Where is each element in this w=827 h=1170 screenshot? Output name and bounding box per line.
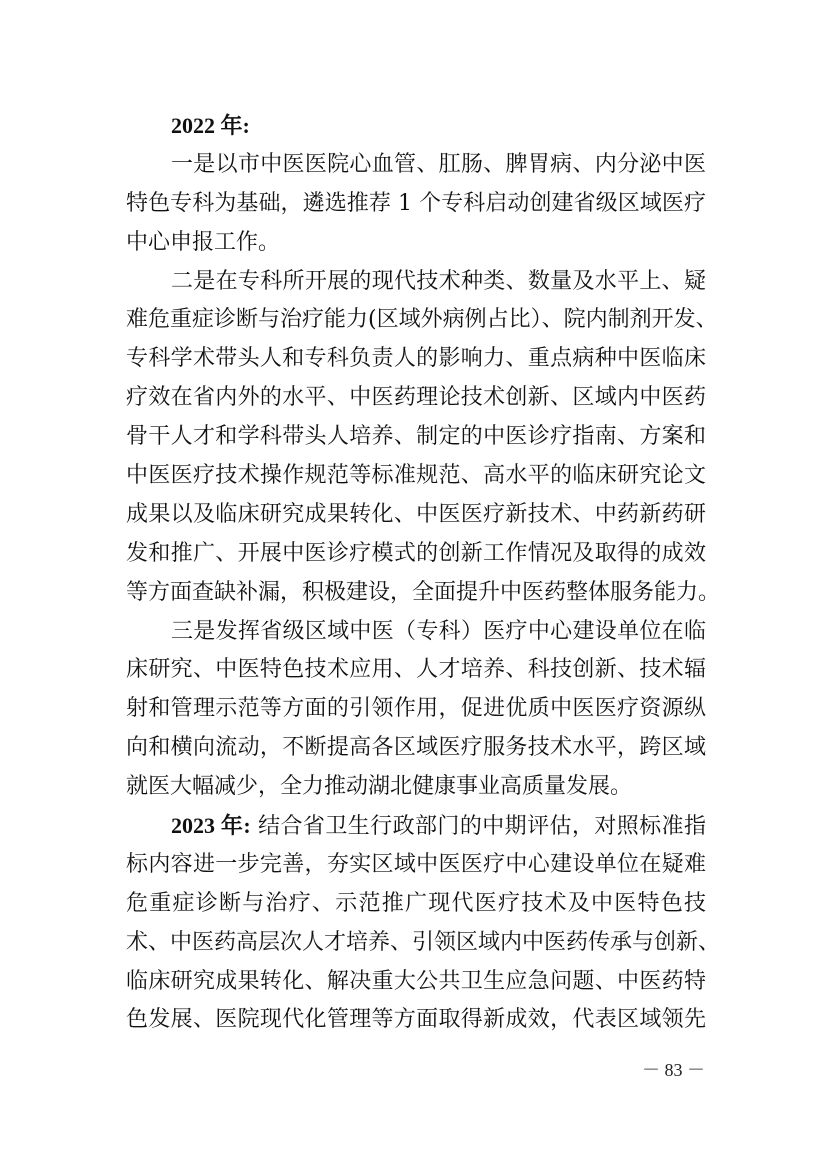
text-line: 三是发挥省级区域中医（专科）医疗中心建设单位在临	[171, 618, 706, 644]
text-line: 二是在专科所开展的现代技术种类、数量及水平上、疑	[171, 268, 706, 294]
text-line: 标内容进一步完善，夯实区域中医医疗中心建设单位在疑难	[126, 851, 706, 877]
text-line: 危重症诊断与治疗、示范推广现代医疗技术及中医特色技	[126, 890, 706, 916]
text-line: 专科学术带头人和专科负责人的影响力、重点病种中医临床	[126, 346, 706, 372]
paragraph-3	[126, 613, 706, 807]
paragraph-1	[126, 146, 706, 263]
text-line: 射和管理示范等方面的引领作用，促进优质中医医疗资源纵	[126, 696, 706, 722]
text-line: 中心申报工作。	[126, 229, 281, 255]
text-line: 色发展、医院现代化管理等方面取得新成效，代表区域领先	[126, 1007, 706, 1033]
page-number: － 83 －	[642, 1060, 705, 1080]
text-line: 特色专科为基础，遴选推荐 1 个专科启动创建省级区域医疗	[126, 190, 706, 216]
text-line: 骨干人才和学科带头人培养、制定的中医诊疗指南、方案和	[126, 424, 706, 450]
text-line: 一是以市中医医院心血管、肛肠、脾胃病、内分泌中医	[171, 151, 706, 177]
text-line: 床研究、中医特色技术应用、人才培养、科技创新、技术辐	[126, 657, 706, 683]
heading-2022: 2022 年:	[171, 113, 250, 138]
paragraph-4	[126, 807, 721, 1040]
heading-2023: 2023 年:	[171, 813, 251, 839]
text-line: 疗效在省内外的水平、中医药理论技术创新、区域内中医药	[126, 385, 706, 411]
document-body	[126, 107, 721, 1040]
text-line-with-heading	[126, 807, 706, 846]
text-line: 成果以及临床研究成果转化、中医医疗新技术、中药新药研	[126, 501, 706, 527]
text-line: 结合省卫生行政部门的中期评估，对照标准指	[258, 814, 707, 840]
text-line: 术、中医药高层次人才培养、引领区域内中医药传承与创新、	[126, 929, 721, 955]
text-line: 中医医疗技术操作规范等标准规范、高水平的临床研究论文	[126, 463, 706, 489]
paragraph-2	[126, 263, 721, 613]
text-line: 临床研究成果转化、解决重大公共卫生应急问题、中医药特	[126, 968, 706, 994]
text-line: 等方面查缺补漏，积极建设，全面提升中医药整体服务能力。	[126, 579, 721, 605]
text-line: 向和横向流动，不断提高各区域医疗服务技术水平，跨区域	[126, 735, 706, 761]
text-line: 难危重症诊断与治疗能力(区域外病例占比）、院内制剂开发、	[126, 307, 718, 333]
text-line: 就医大幅减少，全力推动湖北健康事业高质量发展。	[126, 774, 633, 800]
text-line: 发和推广、开展中医诊疗模式的创新工作情况及取得的成效	[126, 540, 706, 566]
